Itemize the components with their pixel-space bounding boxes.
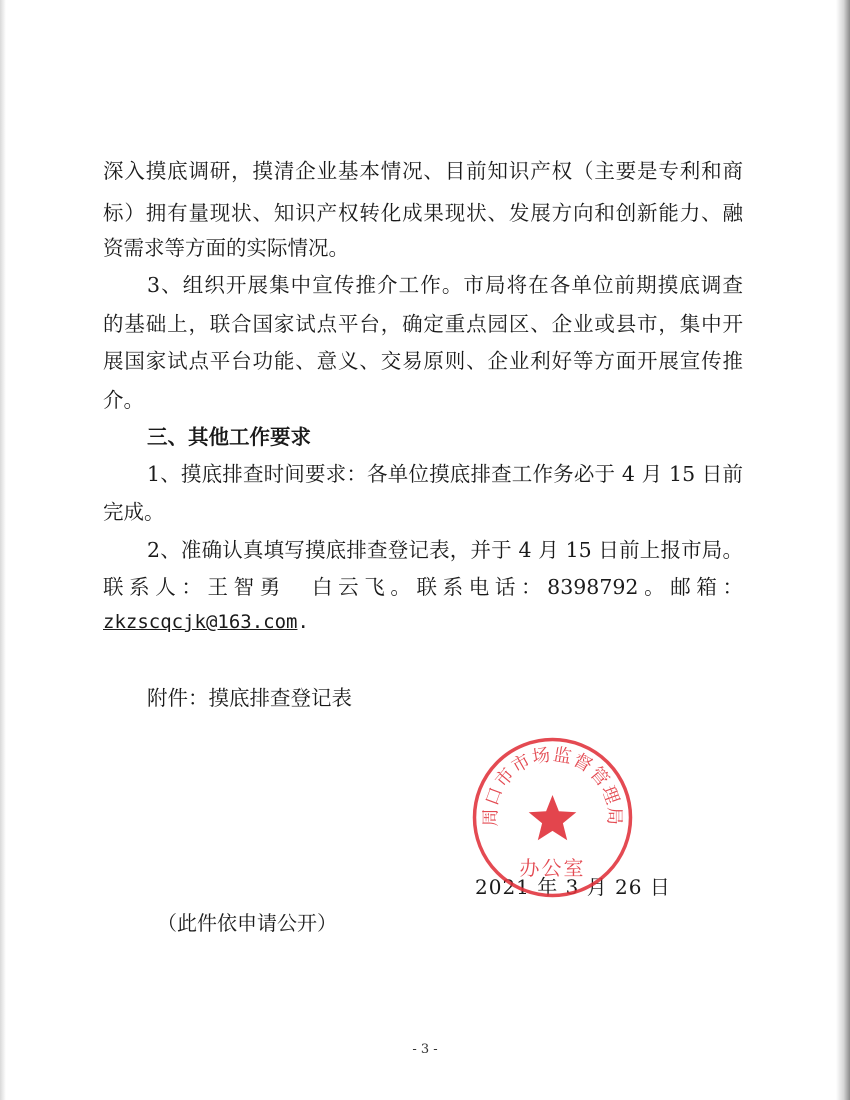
svg-text:办公室: 办公室 xyxy=(519,856,586,880)
item2-line-1: 2、准确认真填写摸底排查登记表，并于 4 月 15 日前上报市局。 xyxy=(147,538,743,562)
scan-edge-right xyxy=(836,0,850,1100)
seal-graphic xyxy=(470,735,635,900)
disclosure-note: （此件依申请公开） xyxy=(157,911,337,935)
paragraph2-line-1: 3、组织开展集中宣传推介工作。市局将在各单位前期摸底调查 xyxy=(147,273,743,297)
paragraph2-line-3: 展国家试点平台功能、意义、交易原则、企业利好等方面开展宣传推 xyxy=(103,349,743,373)
item2-line-2: 联系人：王智勇 白云飞。联系电话：8398792。邮箱： xyxy=(103,575,743,599)
item1-line-2: 完成。 xyxy=(103,500,165,524)
email-suffix: . xyxy=(297,611,309,633)
email-address[interactable]: zkzscqcjk@163.com xyxy=(103,611,298,633)
email-line xyxy=(103,608,309,636)
page-number: - 3 - xyxy=(412,1042,438,1057)
official-seal xyxy=(470,735,635,900)
paragraph2-line-4: 介。 xyxy=(103,388,144,412)
paragraph1-line-1: 深入摸底调研，摸清企业基本情况、目前知识产权（主要是专利和商 xyxy=(103,159,743,183)
section3-heading: 三、其他工作要求 xyxy=(147,425,311,449)
svg-text:周口市市场监督管理局: 周口市市场监督管理局 xyxy=(480,744,625,827)
paragraph1-line-3: 资需求等方面的实际情况。 xyxy=(103,236,349,260)
scan-edge-left xyxy=(0,0,6,1100)
issue-date: 2021 年 3 月 26 日 xyxy=(475,875,671,899)
paragraph2-line-2: 的基础上，联合国家试点平台，确定重点园区、企业或县市，集中开 xyxy=(103,312,743,336)
paragraph1-line-2: 标）拥有量现状、知识产权转化成果现状、发展方向和创新能力、融 xyxy=(103,201,743,225)
item1-line-1: 1、摸底排查时间要求：各单位摸底排查工作务必于 4 月 15 日前 xyxy=(147,462,743,486)
attachment-line: 附件：摸底排查登记表 xyxy=(147,686,352,710)
